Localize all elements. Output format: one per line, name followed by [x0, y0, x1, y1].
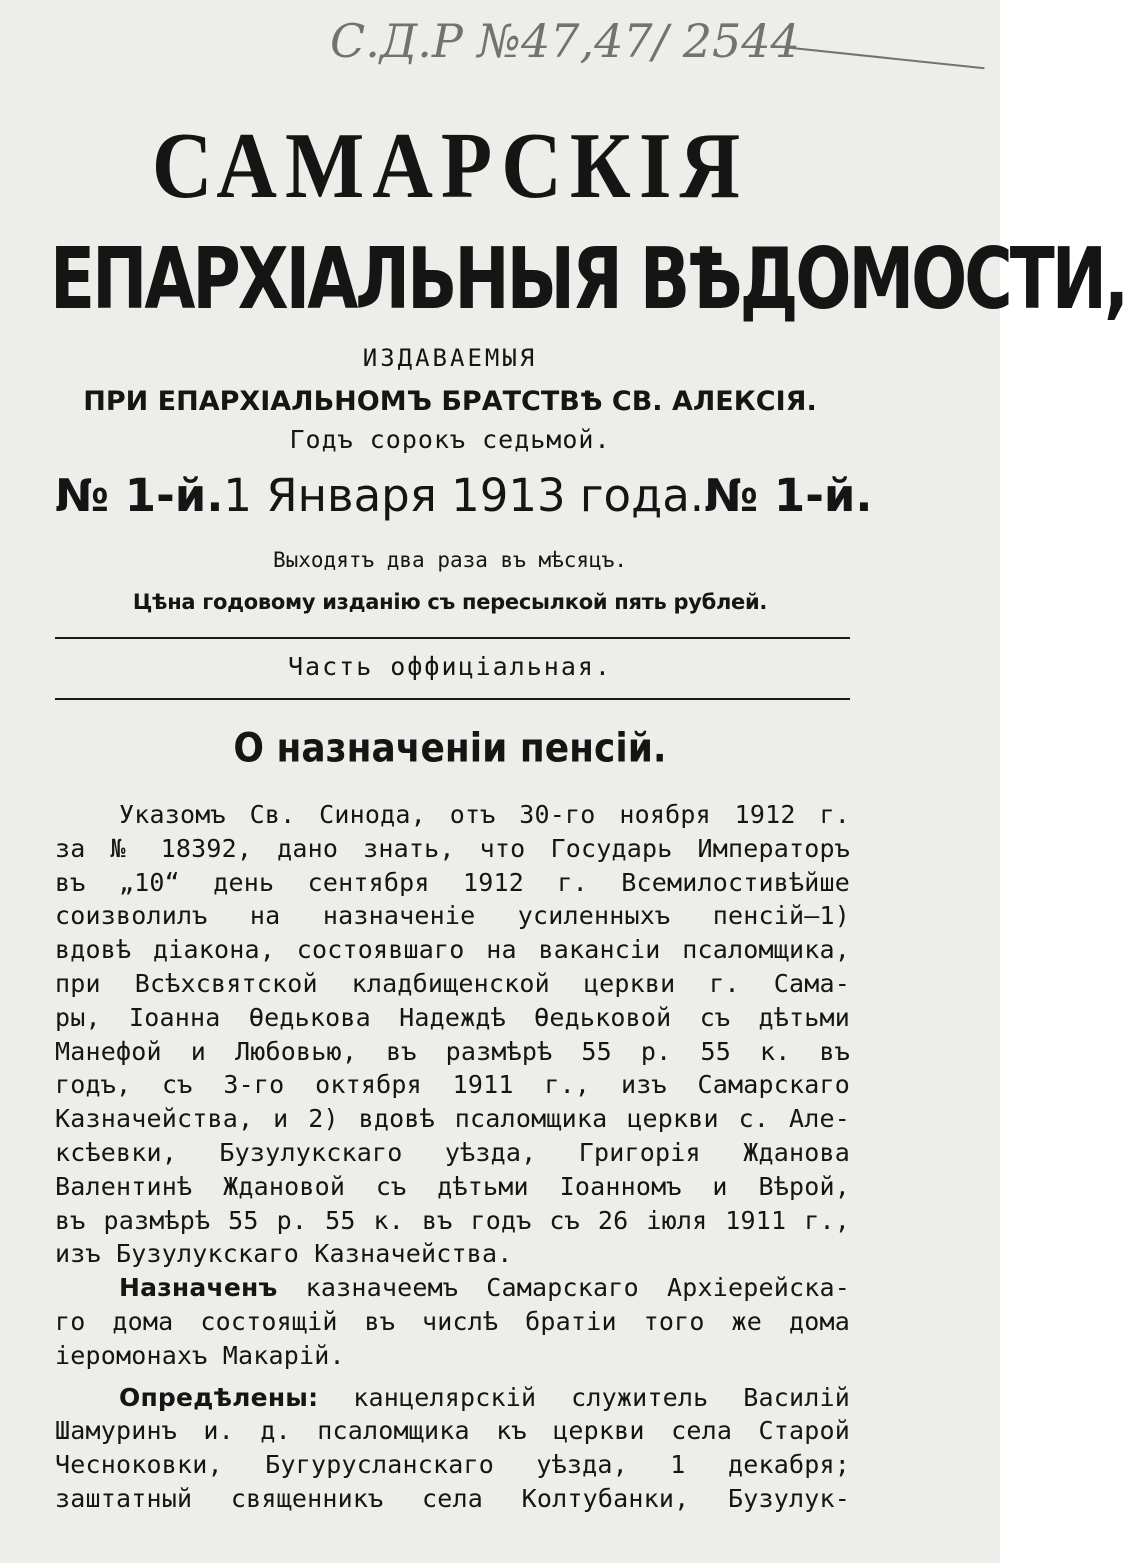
text-line: при Всѣхсвятской кладбищенской церкви г. Сама- [55, 968, 850, 998]
text-line: Шамуринъ и. д. псаломщика къ церкви села Старой [55, 1416, 850, 1446]
text-line: ры, Іоанна Ѳедькова Надеждѣ Ѳедьковой съ дѣтьми [55, 1002, 850, 1032]
paragraph-assigned [55, 1381, 850, 1516]
text-line: Манефой и Любовью, въ размѣрѣ 55 р. 55 к. въ [55, 1036, 850, 1066]
text-line: Казначейства, и 2) вдовѣ псаломщика церкви с. Але- [55, 1104, 850, 1134]
year-line: Годъ сорокъ седьмой. [289, 425, 611, 454]
frequency-line: Выходятъ два раза въ мѣсяцъ. [272, 548, 627, 572]
masthead-title-line-1: САМАРСКІЯ [151, 114, 749, 219]
article-body [55, 798, 850, 1516]
paragraph-pensions [55, 798, 850, 1271]
masthead-title-line-2: ЕПАРХІАЛЬНЫЯ ВѢДОМОСТИ, [50, 230, 1126, 329]
text-line: за № 18392, дано знать, что Государь Императоръ [55, 833, 850, 863]
text-line: въ „10“ день сентября 1912 г. Всемилостивѣйше [55, 867, 850, 897]
text-line: заштатный священникъ села Колтубанки, Бузулук- [55, 1483, 850, 1513]
appointed-lead: Назначенъ [119, 1273, 278, 1303]
issue-date: 1 Января 1913 года. [223, 469, 705, 522]
issue-line [55, 466, 873, 526]
text-line: годъ, съ 3-го октября 1911 г., изъ Самарскаго [55, 1070, 850, 1100]
text-line: Назначенъ казначеемъ Самарскаго Архіерейска- [119, 1273, 850, 1303]
assigned-lead: Опредѣлены: [119, 1382, 319, 1412]
text-line: ксѣевки, Бузулукскаго уѣзда, Григорія Жданова [55, 1137, 850, 1167]
text-line: іеромонахъ Макарій. [55, 1340, 345, 1370]
divider-bottom [55, 698, 850, 700]
text-line: Указомъ Св. Синода, отъ 30-го ноября 1912 г. [119, 800, 850, 829]
archive-stamp-text: С.Д.Р №47,47/ 2544 [330, 14, 800, 68]
archive-stamp [330, 14, 990, 94]
issued-label: ИЗДАВАЕМЫЯ [362, 344, 538, 372]
paragraph-appointed [55, 1271, 850, 1372]
issue-number-left: № 1-й. [55, 469, 224, 522]
stamp-strikethrough [770, 45, 984, 69]
price-line: Цѣна годовому изданію съ пересылкой пять рублей. [132, 590, 768, 614]
text-line: го дома состоящій въ числѣ братіи того же дома [55, 1306, 850, 1336]
publisher-line: ПРИ ЕПАРХІАЛЬНОМЪ БРАТСТВѢ СВ. АЛЕКСІЯ. [83, 386, 817, 417]
text-line: Опредѣлены: канцелярскій служитель Василій [119, 1382, 850, 1412]
text-line: изъ Бузулукскаго Казначейства. [55, 1239, 513, 1269]
text-line: въ размѣрѣ 55 р. 55 к. въ годъ съ 26 іюля 1911 г., [55, 1205, 850, 1235]
text-line: вдовѣ діакона, состоявшаго на вакансіи псаломщика, [55, 935, 850, 965]
text-line: Валентинѣ Ждановой съ дѣтьми Іоанномъ и Вѣрой, [55, 1171, 850, 1201]
issue-number-right: № 1-й. [704, 469, 873, 522]
text-line: соизволилъ на назначеніе усиленныхъ пенсій—1) [55, 901, 850, 931]
section-title: Часть оффиціальная. [288, 652, 612, 681]
text-line: Чесноковки, Бугурусланскаго уѣзда, 1 декабря; [55, 1450, 850, 1480]
article-heading: О назначеніи пенсій. [233, 725, 667, 772]
divider-top [55, 637, 850, 639]
